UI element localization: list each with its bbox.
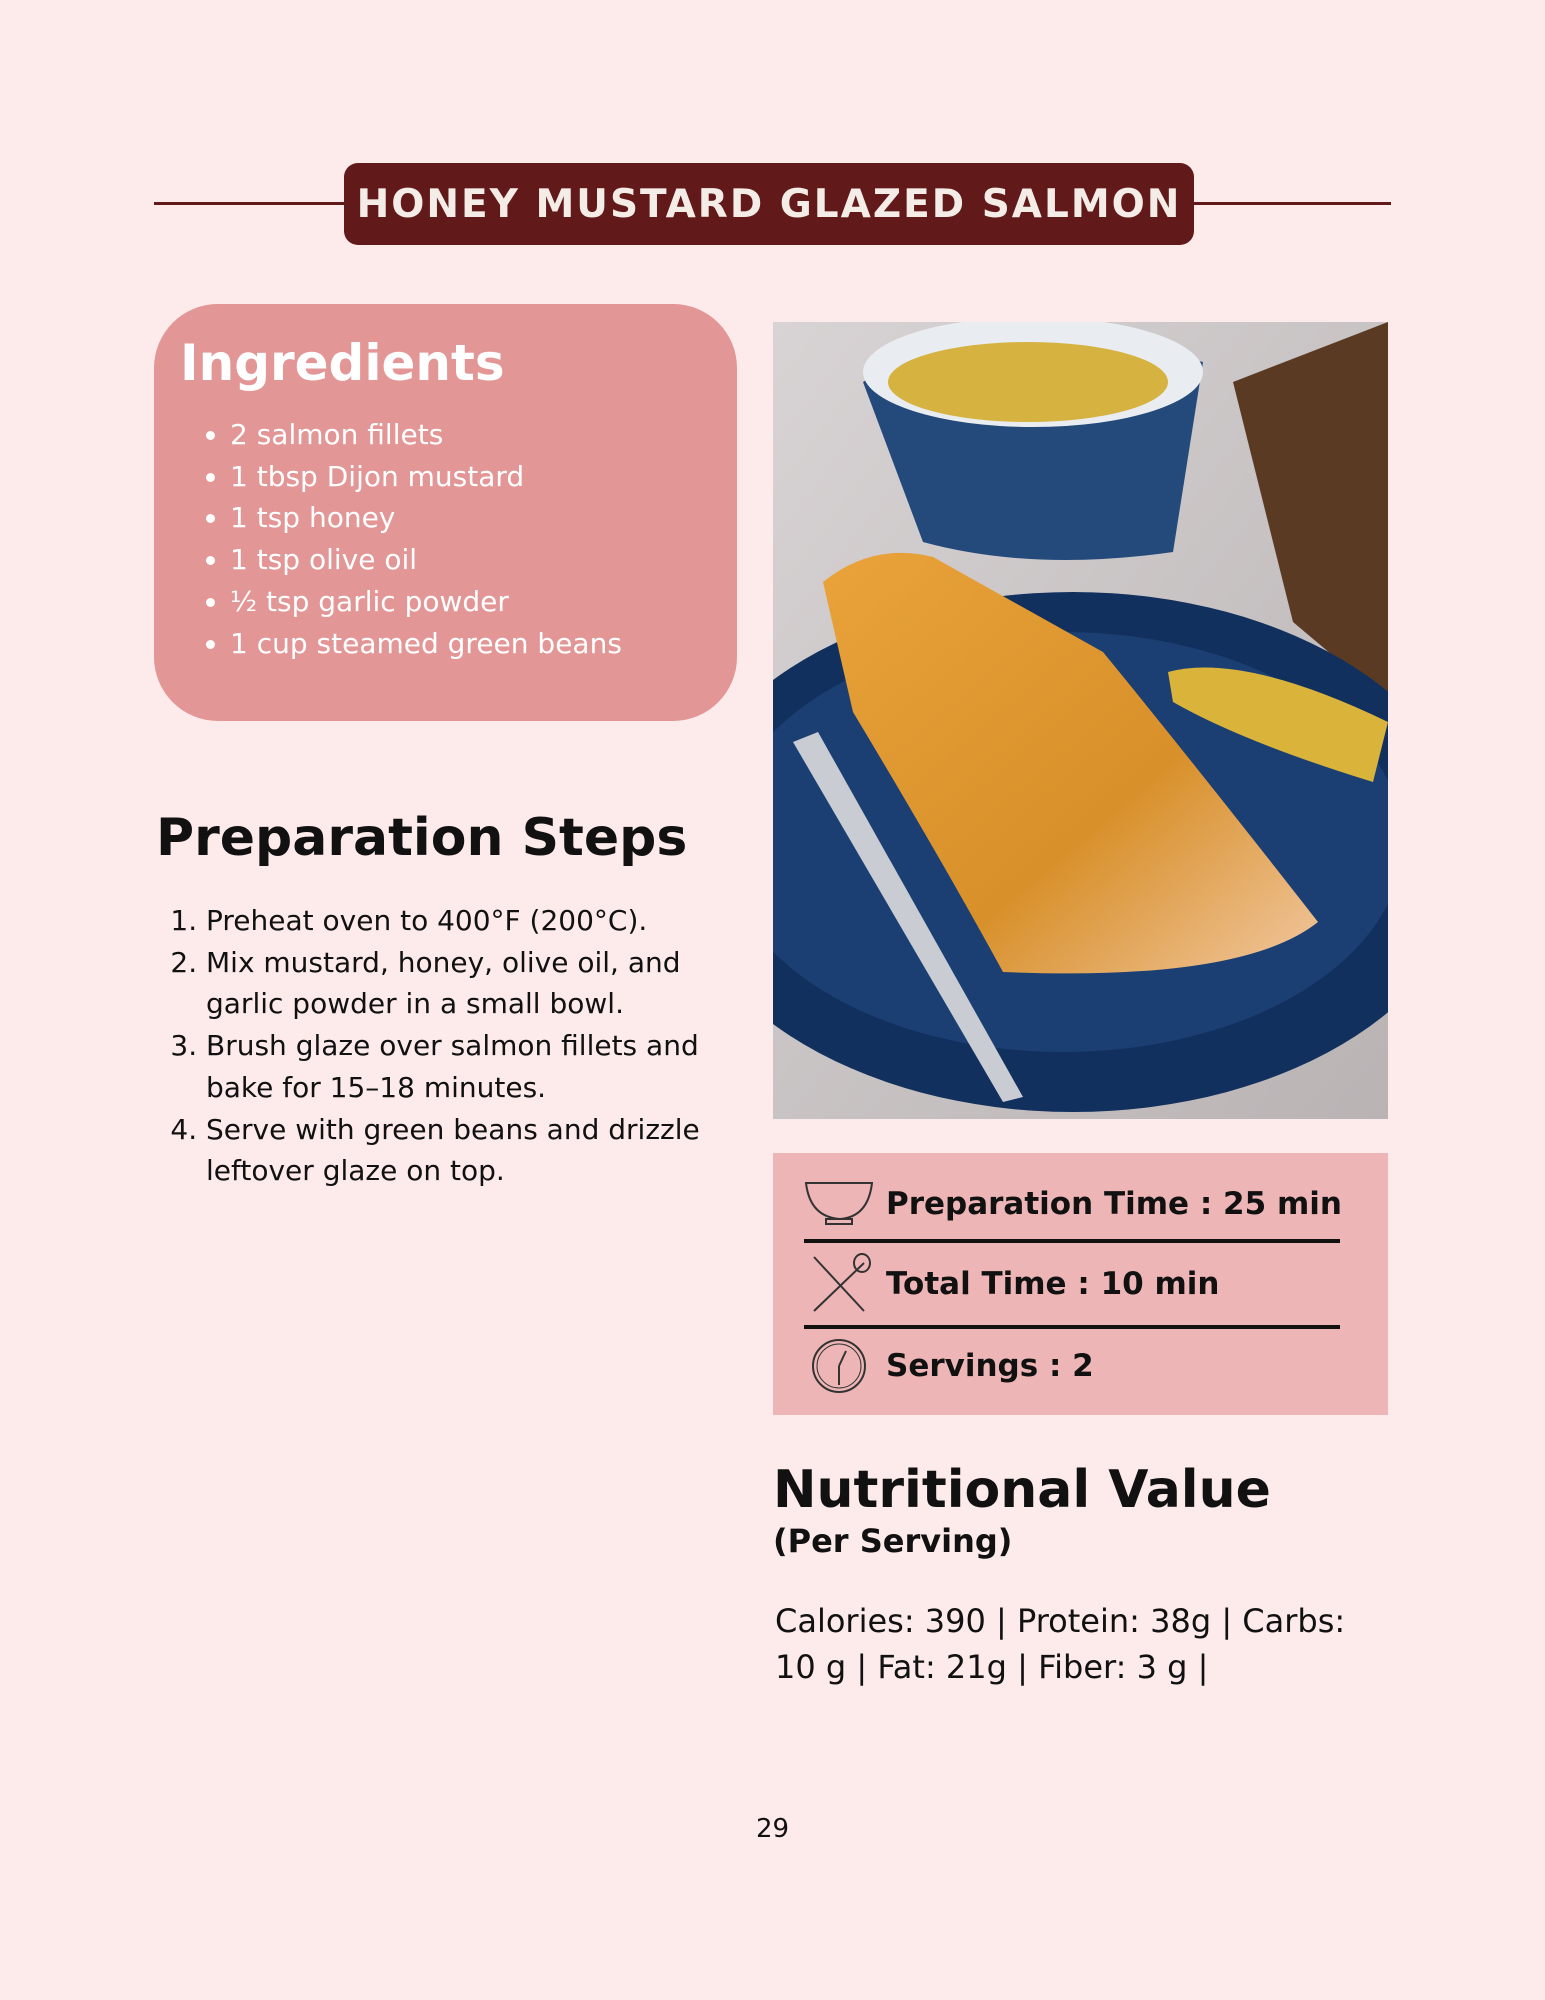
title-rule-left [154, 202, 354, 205]
step-item: 2. Mix mustard, honey, olive oil, and garlic powder in a small bowl. [206, 942, 746, 1025]
ingredients-box [154, 304, 737, 721]
total-time-text: Total Time : 10 min [886, 1266, 1220, 1302]
recipe-title [344, 163, 1194, 245]
nutrition-subheading: (Per Serving) [773, 1522, 1013, 1560]
ingredient-item: • 1 cup steamed green beans [230, 623, 711, 665]
ingredients-heading: Ingredients [180, 334, 505, 392]
ingredients-list [180, 414, 711, 664]
salmon-photo [773, 322, 1388, 1119]
servings-text: Servings : 2 [886, 1348, 1094, 1384]
fork-spoon-icon [804, 1253, 874, 1315]
prep-time-text: Preparation Time : 25 min [886, 1186, 1342, 1222]
nutrition-heading: Nutritional Value [773, 1460, 1271, 1520]
servings-row [804, 1335, 1094, 1397]
recipe-title-text: HONEY MUSTARD GLAZED SALMON [356, 181, 1182, 227]
prep-time-row [804, 1173, 1342, 1235]
clock-icon [804, 1335, 874, 1397]
bowl-icon [804, 1173, 874, 1235]
step-item: 4. Serve with green beans and drizzle leftover glaze on top. [206, 1109, 746, 1192]
ingredient-item: • 1 tsp honey [230, 497, 711, 539]
ingredient-item: • 1 tbsp Dijon mustard [230, 456, 711, 498]
step-item: 1. Preheat oven to 400°F (200°C). [206, 900, 746, 942]
recipe-info-box [773, 1153, 1388, 1415]
preparation-heading: Preparation Steps [156, 808, 688, 868]
info-divider [804, 1325, 1340, 1329]
title-rule-right [1184, 202, 1391, 205]
ingredient-item: • 1 tsp olive oil [230, 539, 711, 581]
preparation-steps [170, 900, 746, 1192]
step-item: 3. Brush glaze over salmon fillets and bake for 15–18 minutes. [206, 1025, 746, 1108]
total-time-row [804, 1253, 1220, 1315]
page-number: 29 [755, 1814, 790, 1844]
ingredient-item: • ½ tsp garlic powder [230, 581, 711, 623]
info-divider [804, 1239, 1340, 1243]
nutrition-values: Calories: 390 | Protein: 38g | Carbs: 10 g | Fat: 21g | Fiber: 3 g | [775, 1602, 1346, 1686]
ingredient-item: • 2 salmon fillets [230, 414, 711, 456]
